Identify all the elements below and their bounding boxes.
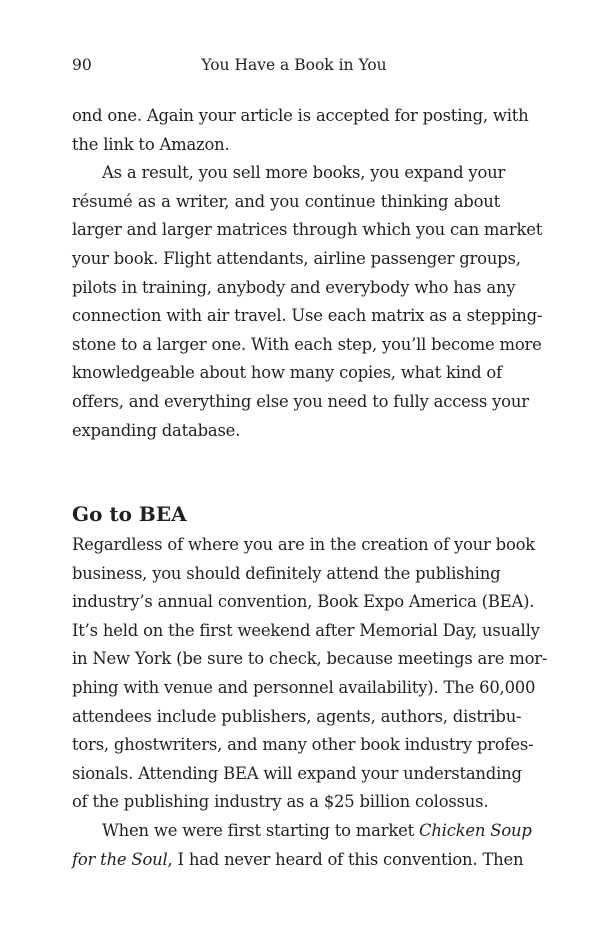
text-line: offers, and everything else you need to fully access your [72,391,529,411]
body-text-section-1 [72,102,543,445]
book-title-italic: for the Soul [72,849,168,869]
page-number: 90 [72,56,92,74]
text-line: résumé as a writer, and you continue thinking about [72,191,500,211]
body-text-section-2 [72,531,548,874]
text-line: ond one. Again your article is accepted for posting, with [72,106,529,125]
running-title: You Have a Book in You [201,56,387,74]
text-line: phing with venue and personnel availability). The 60,000 [72,677,536,697]
text-line: As a result, you sell more books, you expand your [102,163,506,183]
text-line: in New York (be sure to check, because meetings are mor- [72,649,548,669]
text-line: your book. Flight attendants, airline passenger groups, [72,248,521,268]
text-run: , I had never heard of this convention. Then [167,849,524,869]
text-line: the link to Amazon. [72,134,230,154]
text-run: When we were first starting to market [102,820,419,840]
text-line: Regardless of where you are in the creation of your book [72,535,536,554]
text-line: connection with air travel. Use each matrix as a stepping- [72,306,543,326]
text-line: industry’s annual convention, Book Expo America (BEA). [72,592,535,612]
text-line: larger and larger matrices through which you can market [72,220,543,240]
text-line: It’s held on the first weekend after Memorial Day, usually [72,620,540,640]
text-line [72,817,532,846]
running-header [72,56,500,80]
text-line: knowledgeable about how many copies, what kind of [72,363,502,383]
text-line: tors, ghostwriters, and many other book industry profes- [72,735,534,755]
text-line: business, you should definitely attend the publishing [72,563,501,583]
text-line: sionals. Attending BEA will expand your understanding [72,763,522,783]
text-line: attendees include publishers, agents, authors, distribu- [72,706,522,726]
text-line: expanding database. [72,420,241,440]
text-line: pilots in training, anybody and everybody who has any [72,277,516,297]
text-line: of the publishing industry as a $25 billion colossus. [72,792,489,812]
book-title-italic: Chicken Soup [418,820,532,840]
section-heading: Go to BEA [72,502,187,526]
text-line: stone to a larger one. With each step, you’ll become more [72,334,542,354]
text-line [72,846,524,875]
